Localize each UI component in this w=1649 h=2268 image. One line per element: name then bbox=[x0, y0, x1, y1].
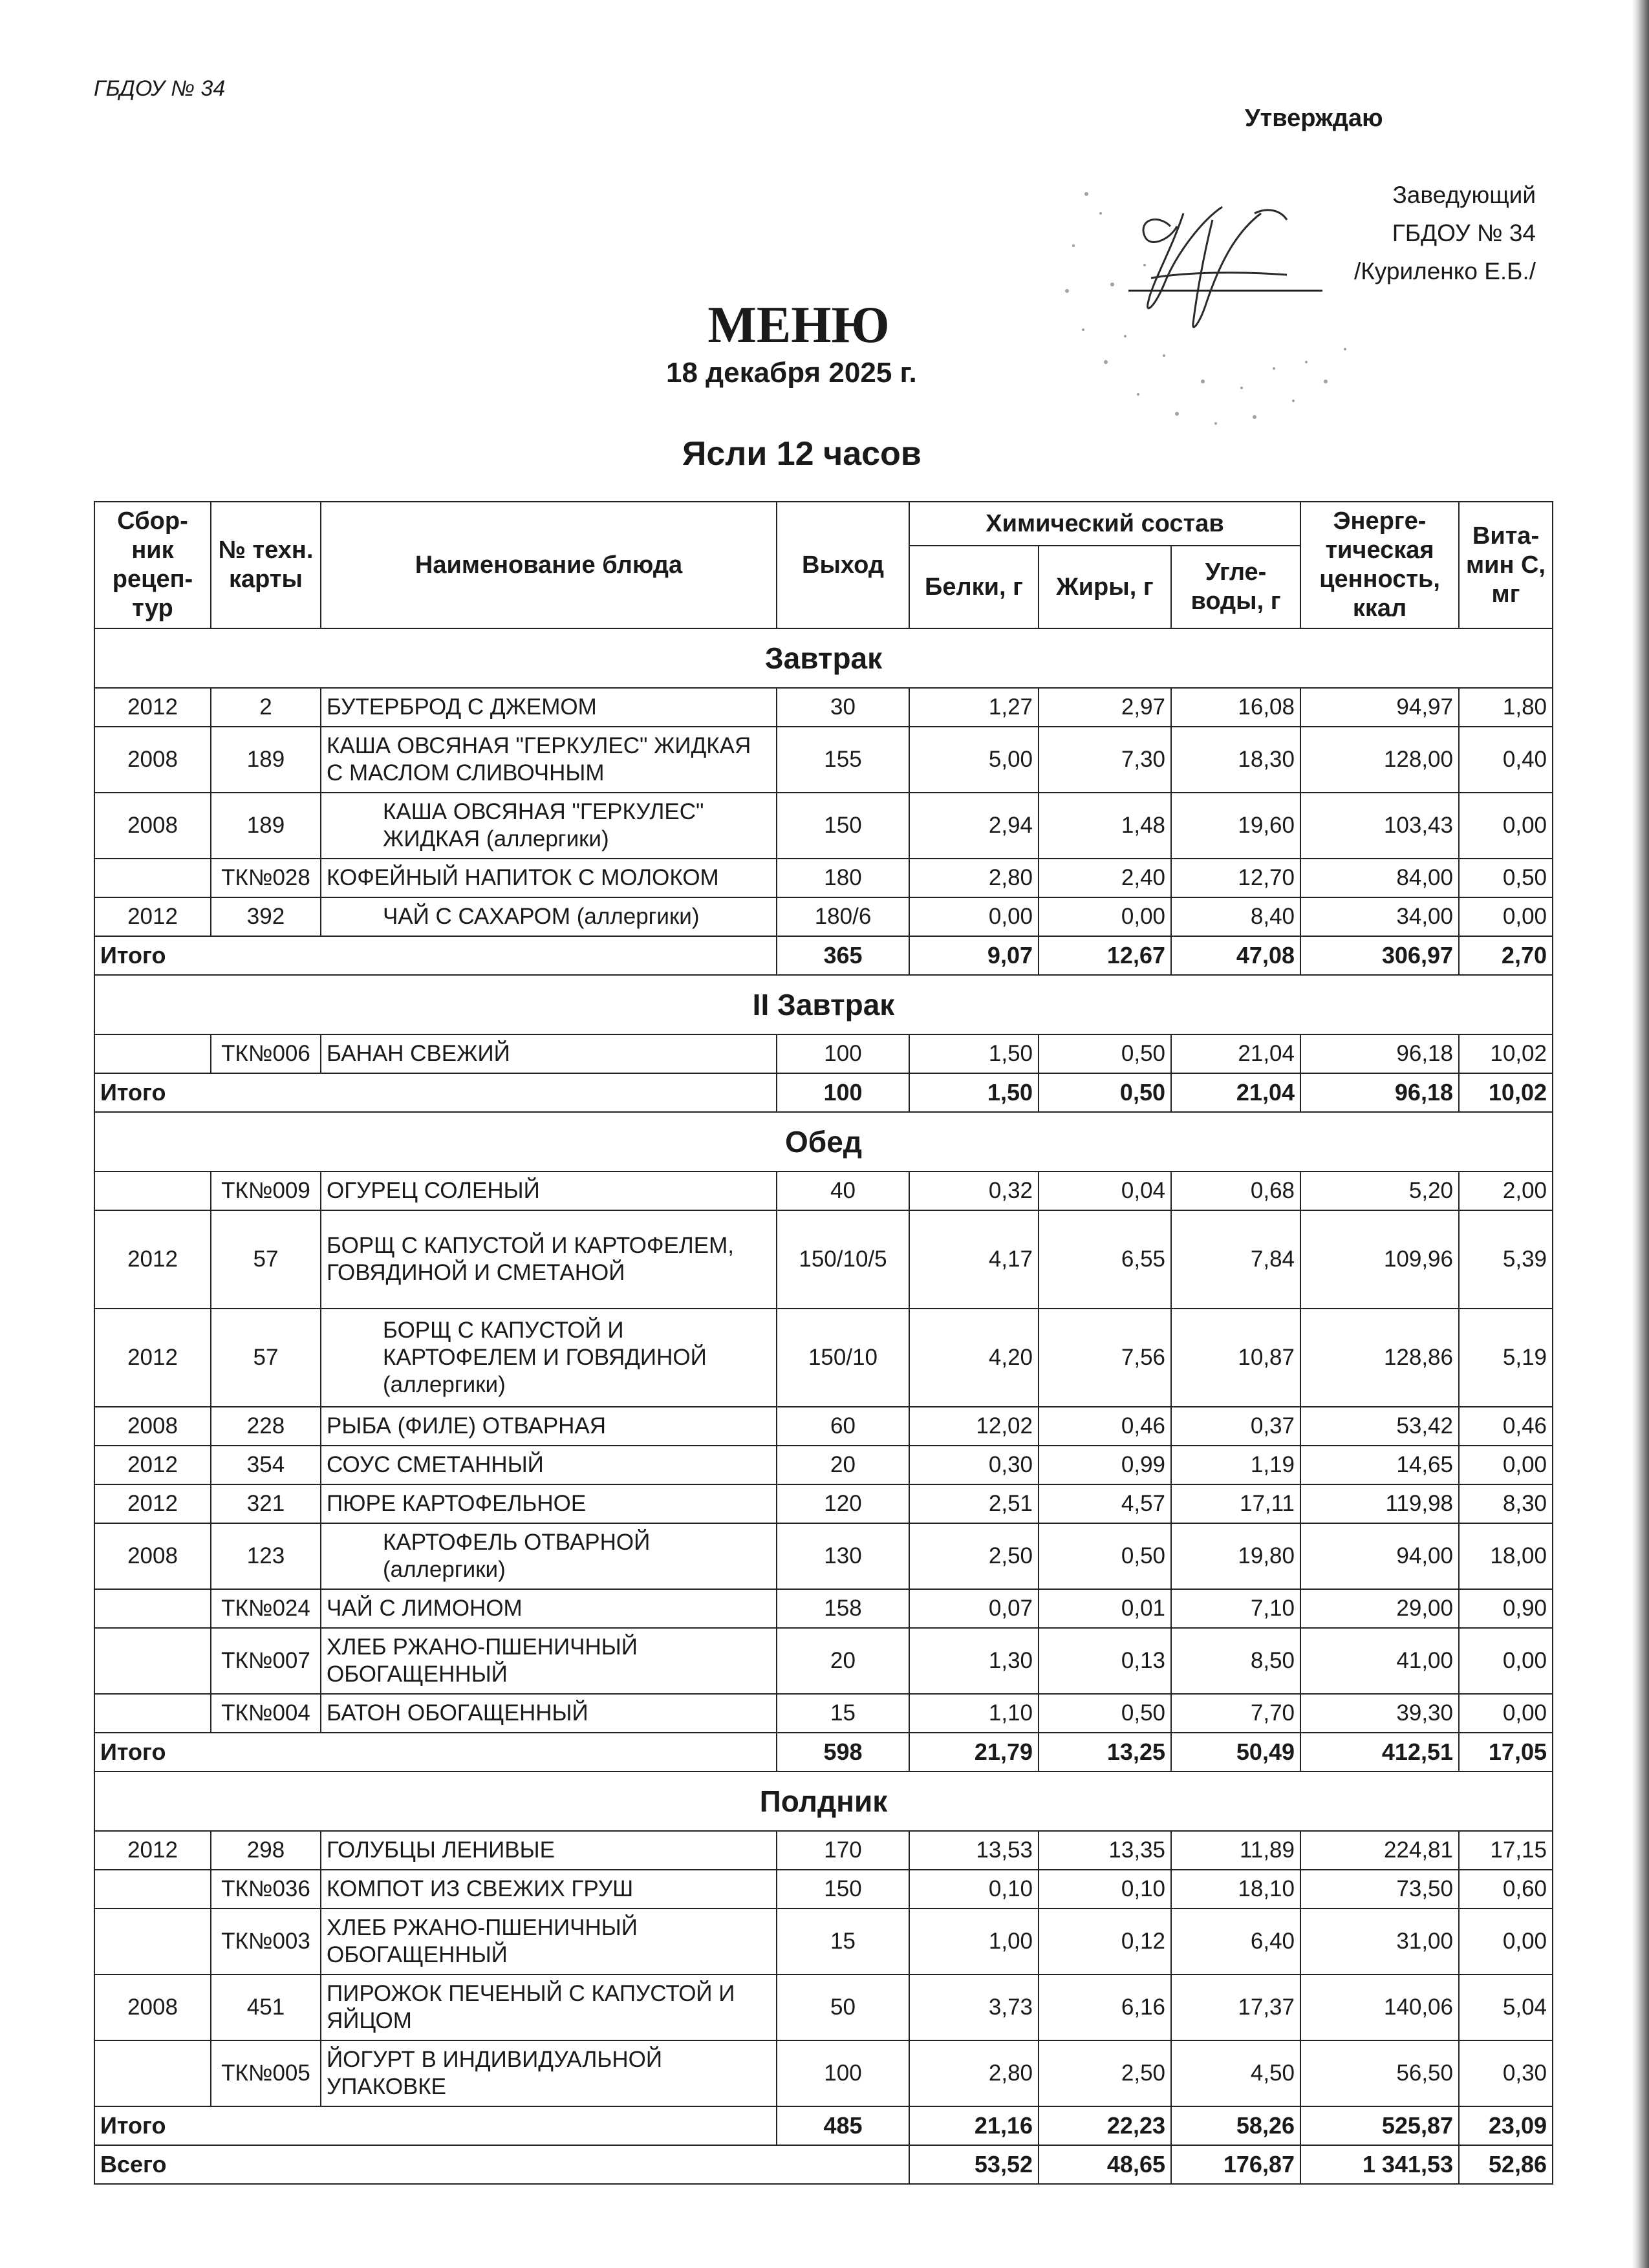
collection-cell: 2012 bbox=[94, 1446, 211, 1484]
collection-cell bbox=[94, 1034, 211, 1073]
header-protein: Белки, г bbox=[909, 546, 1039, 628]
fat-cell: 2,97 bbox=[1039, 688, 1171, 727]
collection-cell bbox=[94, 2040, 211, 2106]
total-energy: 306,97 bbox=[1300, 936, 1459, 975]
card-cell: 123 bbox=[211, 1523, 321, 1589]
card-cell: 189 bbox=[211, 727, 321, 793]
protein-cell: 2,50 bbox=[909, 1523, 1039, 1589]
section-title: Завтрак bbox=[94, 628, 1553, 688]
energy-cell: 103,43 bbox=[1300, 793, 1459, 859]
dish-name-cell: БУТЕРБРОД С ДЖЕМОМ bbox=[321, 688, 777, 727]
vitamin-c-cell: 17,15 bbox=[1459, 1831, 1553, 1870]
collection-cell bbox=[94, 859, 211, 897]
table-row bbox=[94, 2040, 1553, 2106]
energy-cell: 34,00 bbox=[1300, 897, 1459, 936]
energy-cell: 31,00 bbox=[1300, 1909, 1459, 1974]
table-row bbox=[94, 1034, 1553, 1073]
yield-cell: 20 bbox=[777, 1446, 909, 1484]
fat-cell: 0,01 bbox=[1039, 1589, 1171, 1628]
total-protein: 21,16 bbox=[909, 2106, 1039, 2145]
total-label: Итого bbox=[94, 936, 777, 975]
collection-cell: 2012 bbox=[94, 897, 211, 936]
header-vitc: Вита-мин С, мг bbox=[1459, 502, 1553, 628]
card-cell: 298 bbox=[211, 1831, 321, 1870]
card-cell: 392 bbox=[211, 897, 321, 936]
protein-cell: 0,30 bbox=[909, 1446, 1039, 1484]
fat-cell: 1,48 bbox=[1039, 793, 1171, 859]
grand-total-row bbox=[94, 2145, 1553, 2184]
dish-name-cell: ЙОГУРТ В ИНДИВИДУАЛЬНОЙ УПАКОВКЕ bbox=[321, 2040, 777, 2106]
dish-name-cell: ЧАЙ С САХАРОМ (аллергики) bbox=[321, 897, 777, 936]
fat-cell: 13,35 bbox=[1039, 1831, 1171, 1870]
energy-cell: 96,18 bbox=[1300, 1034, 1459, 1073]
card-cell: 57 bbox=[211, 1309, 321, 1407]
header-card: № техн. карты bbox=[211, 502, 321, 628]
yield-cell: 15 bbox=[777, 1909, 909, 1974]
card-cell: ТК№024 bbox=[211, 1589, 321, 1628]
section-title: II Завтрак bbox=[94, 975, 1553, 1034]
card-cell: ТК№009 bbox=[211, 1171, 321, 1210]
total-fat: 13,25 bbox=[1039, 1733, 1171, 1771]
energy-cell: 41,00 bbox=[1300, 1628, 1459, 1694]
dish-name-cell: КОМПОТ ИЗ СВЕЖИХ ГРУШ bbox=[321, 1870, 777, 1909]
yield-cell: 50 bbox=[777, 1974, 909, 2040]
dish-name-cell: КОФЕЙНЫЙ НАПИТОК С МОЛОКОМ bbox=[321, 859, 777, 897]
card-cell: 2 bbox=[211, 688, 321, 727]
vitamin-c-cell: 0,60 bbox=[1459, 1870, 1553, 1909]
collection-cell bbox=[94, 1171, 211, 1210]
carbs-cell: 4,50 bbox=[1171, 2040, 1300, 2106]
menu-date: 18 декабря 2025 г. bbox=[666, 357, 917, 389]
total-carbs: 21,04 bbox=[1171, 1073, 1300, 1112]
carbs-cell: 7,84 bbox=[1171, 1210, 1300, 1309]
total-label: Итого bbox=[94, 1073, 777, 1112]
table-row bbox=[94, 1870, 1553, 1909]
yield-cell: 15 bbox=[777, 1694, 909, 1733]
vitamin-c-cell: 5,04 bbox=[1459, 1974, 1553, 2040]
vitamin-c-cell: 1,80 bbox=[1459, 688, 1553, 727]
total-vitamin-c: 17,05 bbox=[1459, 1733, 1553, 1771]
yield-cell: 120 bbox=[777, 1484, 909, 1523]
header-carbs: Угле-воды, г bbox=[1171, 546, 1300, 628]
dish-name-cell: ПЮРЕ КАРТОФЕЛЬНОЕ bbox=[321, 1484, 777, 1523]
protein-cell: 0,00 bbox=[909, 897, 1039, 936]
fat-cell: 7,30 bbox=[1039, 727, 1171, 793]
fat-cell: 0,12 bbox=[1039, 1909, 1171, 1974]
section-title: Полдник bbox=[94, 1771, 1553, 1831]
fat-cell: 2,40 bbox=[1039, 859, 1171, 897]
protein-cell: 4,17 bbox=[909, 1210, 1039, 1309]
total-yield: 485 bbox=[777, 2106, 909, 2145]
energy-cell: 140,06 bbox=[1300, 1974, 1459, 2040]
grand-total-fat: 48,65 bbox=[1039, 2145, 1171, 2184]
table-row bbox=[94, 1974, 1553, 2040]
fat-cell: 4,57 bbox=[1039, 1484, 1171, 1523]
total-vitamin-c: 23,09 bbox=[1459, 2106, 1553, 2145]
vitamin-c-cell: 0,00 bbox=[1459, 793, 1553, 859]
protein-cell: 2,80 bbox=[909, 2040, 1039, 2106]
protein-cell: 1,10 bbox=[909, 1694, 1039, 1733]
dish-name-cell: БАТОН ОБОГАЩЕННЫЙ bbox=[321, 1694, 777, 1733]
grand-total-vitamin-c: 52,86 bbox=[1459, 2145, 1553, 2184]
table-row bbox=[94, 727, 1553, 793]
header-fat: Жиры, г bbox=[1039, 546, 1171, 628]
yield-cell: 155 bbox=[777, 727, 909, 793]
menu-table bbox=[94, 501, 1553, 2185]
energy-cell: 5,20 bbox=[1300, 1171, 1459, 1210]
dish-name-cell: КАРТОФЕЛЬ ОТВАРНОЙ (аллергики) bbox=[321, 1523, 777, 1589]
yield-cell: 150/10 bbox=[777, 1309, 909, 1407]
yield-cell: 150 bbox=[777, 793, 909, 859]
yield-cell: 150/10/5 bbox=[777, 1210, 909, 1309]
card-cell: ТК№028 bbox=[211, 859, 321, 897]
section-total-row bbox=[94, 936, 1553, 975]
yield-cell: 40 bbox=[777, 1171, 909, 1210]
carbs-cell: 21,04 bbox=[1171, 1034, 1300, 1073]
section-title: Обед bbox=[94, 1112, 1553, 1171]
approval-block bbox=[1332, 176, 1536, 290]
carbs-cell: 11,89 bbox=[1171, 1831, 1300, 1870]
energy-cell: 94,97 bbox=[1300, 688, 1459, 727]
card-cell: 321 bbox=[211, 1484, 321, 1523]
card-cell: 57 bbox=[211, 1210, 321, 1309]
collection-cell: 2012 bbox=[94, 1210, 211, 1309]
fat-cell: 7,56 bbox=[1039, 1309, 1171, 1407]
table-row bbox=[94, 897, 1553, 936]
fat-cell: 0,99 bbox=[1039, 1446, 1171, 1484]
carbs-cell: 0,37 bbox=[1171, 1407, 1300, 1446]
organization-label: ГБДОУ № 34 bbox=[94, 76, 226, 101]
grand-total-energy: 1 341,53 bbox=[1300, 2145, 1459, 2184]
energy-cell: 39,30 bbox=[1300, 1694, 1459, 1733]
protein-cell: 2,94 bbox=[909, 793, 1039, 859]
protein-cell: 0,07 bbox=[909, 1589, 1039, 1628]
fat-cell: 0,46 bbox=[1039, 1407, 1171, 1446]
section-header-row bbox=[94, 628, 1553, 688]
table-row bbox=[94, 1484, 1553, 1523]
fat-cell: 0,00 bbox=[1039, 897, 1171, 936]
header-collection: Сбор-ник рецеп-тур bbox=[94, 502, 211, 628]
vitamin-c-cell: 10,02 bbox=[1459, 1034, 1553, 1073]
total-carbs: 58,26 bbox=[1171, 2106, 1300, 2145]
total-fat: 12,67 bbox=[1039, 936, 1171, 975]
collection-cell bbox=[94, 1870, 211, 1909]
page-title: МЕНЮ bbox=[707, 297, 890, 354]
carbs-cell: 10,87 bbox=[1171, 1309, 1300, 1407]
vitamin-c-cell: 2,00 bbox=[1459, 1171, 1553, 1210]
collection-cell: 2012 bbox=[94, 1309, 211, 1407]
fat-cell: 0,13 bbox=[1039, 1628, 1171, 1694]
yield-cell: 20 bbox=[777, 1628, 909, 1694]
protein-cell: 0,32 bbox=[909, 1171, 1039, 1210]
energy-cell: 128,86 bbox=[1300, 1309, 1459, 1407]
collection-cell: 2008 bbox=[94, 1974, 211, 2040]
yield-cell: 100 bbox=[777, 2040, 909, 2106]
vitamin-c-cell: 0,30 bbox=[1459, 2040, 1553, 2106]
carbs-cell: 6,40 bbox=[1171, 1909, 1300, 1974]
fat-cell: 2,50 bbox=[1039, 2040, 1171, 2106]
collection-cell: 2008 bbox=[94, 1523, 211, 1589]
collection-cell: 2008 bbox=[94, 727, 211, 793]
protein-cell: 5,00 bbox=[909, 727, 1039, 793]
energy-cell: 109,96 bbox=[1300, 1210, 1459, 1309]
energy-cell: 14,65 bbox=[1300, 1446, 1459, 1484]
table-row bbox=[94, 688, 1553, 727]
carbs-cell: 7,10 bbox=[1171, 1589, 1300, 1628]
fat-cell: 0,50 bbox=[1039, 1034, 1171, 1073]
fat-cell: 0,10 bbox=[1039, 1870, 1171, 1909]
vitamin-c-cell: 0,00 bbox=[1459, 1446, 1553, 1484]
protein-cell: 1,50 bbox=[909, 1034, 1039, 1073]
energy-cell: 84,00 bbox=[1300, 859, 1459, 897]
yield-cell: 30 bbox=[777, 688, 909, 727]
carbs-cell: 17,11 bbox=[1171, 1484, 1300, 1523]
section-header-row bbox=[94, 975, 1553, 1034]
carbs-cell: 0,68 bbox=[1171, 1171, 1300, 1210]
card-cell: ТК№005 bbox=[211, 2040, 321, 2106]
vitamin-c-cell: 0,00 bbox=[1459, 897, 1553, 936]
header-yield: Выход bbox=[777, 502, 909, 628]
yield-cell: 158 bbox=[777, 1589, 909, 1628]
total-label: Итого bbox=[94, 2106, 777, 2145]
dish-name-cell: РЫБА (ФИЛЕ) ОТВАРНАЯ bbox=[321, 1407, 777, 1446]
carbs-cell: 8,40 bbox=[1171, 897, 1300, 936]
section-total-row bbox=[94, 2106, 1553, 2145]
total-carbs: 47,08 bbox=[1171, 936, 1300, 975]
energy-cell: 53,42 bbox=[1300, 1407, 1459, 1446]
yield-cell: 150 bbox=[777, 1870, 909, 1909]
yield-cell: 180 bbox=[777, 859, 909, 897]
dish-name-cell: СОУС СМЕТАННЫЙ bbox=[321, 1446, 777, 1484]
table-row bbox=[94, 1446, 1553, 1484]
vitamin-c-cell: 0,00 bbox=[1459, 1909, 1553, 1974]
grand-total-protein: 53,52 bbox=[909, 2145, 1039, 2184]
dish-name-cell: БАНАН СВЕЖИЙ bbox=[321, 1034, 777, 1073]
protein-cell: 2,80 bbox=[909, 859, 1039, 897]
signature-line bbox=[1128, 290, 1322, 292]
table-row bbox=[94, 1171, 1553, 1210]
collection-cell: 2008 bbox=[94, 1407, 211, 1446]
carbs-cell: 7,70 bbox=[1171, 1694, 1300, 1733]
approve-label: Утверждаю bbox=[1245, 105, 1383, 132]
carbs-cell: 1,19 bbox=[1171, 1446, 1300, 1484]
yield-cell: 130 bbox=[777, 1523, 909, 1589]
total-vitamin-c: 10,02 bbox=[1459, 1073, 1553, 1112]
vitamin-c-cell: 5,39 bbox=[1459, 1210, 1553, 1309]
yield-cell: 60 bbox=[777, 1407, 909, 1446]
vitamin-c-cell: 0,00 bbox=[1459, 1628, 1553, 1694]
carbs-cell: 8,50 bbox=[1171, 1628, 1300, 1694]
protein-cell: 1,30 bbox=[909, 1628, 1039, 1694]
vitamin-c-cell: 0,00 bbox=[1459, 1694, 1553, 1733]
table-row bbox=[94, 1210, 1553, 1309]
vitamin-c-cell: 0,90 bbox=[1459, 1589, 1553, 1628]
card-cell: ТК№003 bbox=[211, 1909, 321, 1974]
header-energy: Энерге-тическая ценность, ккал bbox=[1300, 502, 1459, 628]
total-carbs: 50,49 bbox=[1171, 1733, 1300, 1771]
table-row bbox=[94, 1523, 1553, 1589]
yield-cell: 170 bbox=[777, 1831, 909, 1870]
card-cell: ТК№036 bbox=[211, 1870, 321, 1909]
card-cell: 189 bbox=[211, 793, 321, 859]
dish-name-cell: БОРЩ С КАПУСТОЙ И КАРТОФЕЛЕМ, ГОВЯДИНОЙ И СМЕТАНОЙ bbox=[321, 1210, 777, 1309]
table-row bbox=[94, 1407, 1553, 1446]
total-protein: 9,07 bbox=[909, 936, 1039, 975]
energy-cell: 56,50 bbox=[1300, 2040, 1459, 2106]
total-vitamin-c: 2,70 bbox=[1459, 936, 1553, 975]
protein-cell: 13,53 bbox=[909, 1831, 1039, 1870]
card-cell: ТК№006 bbox=[211, 1034, 321, 1073]
vitamin-c-cell: 18,00 bbox=[1459, 1523, 1553, 1589]
table-row bbox=[94, 1831, 1553, 1870]
vitamin-c-cell: 0,40 bbox=[1459, 727, 1553, 793]
protein-cell: 0,10 bbox=[909, 1870, 1039, 1909]
approver-name: /Куриленко Е.Б./ bbox=[1353, 258, 1536, 284]
dish-name-cell: ГОЛУБЦЫ ЛЕНИВЫЕ bbox=[321, 1831, 777, 1870]
menu-body bbox=[94, 628, 1553, 2184]
energy-cell: 119,98 bbox=[1300, 1484, 1459, 1523]
protein-cell: 2,51 bbox=[909, 1484, 1039, 1523]
section-header-row bbox=[94, 1771, 1553, 1831]
total-yield: 598 bbox=[777, 1733, 909, 1771]
energy-cell: 29,00 bbox=[1300, 1589, 1459, 1628]
carbs-cell: 18,30 bbox=[1171, 727, 1300, 793]
table-row bbox=[94, 1909, 1553, 1974]
section-total-row bbox=[94, 1073, 1553, 1112]
dish-name-cell: КАША ОВСЯНАЯ "ГЕРКУЛЕС" ЖИДКАЯ С МАСЛОМ СЛИВОЧНЫМ bbox=[321, 727, 777, 793]
card-cell: 451 bbox=[211, 1974, 321, 2040]
total-label: Итого bbox=[94, 1733, 777, 1771]
fat-cell: 0,50 bbox=[1039, 1523, 1171, 1589]
dish-name-cell: КАША ОВСЯНАЯ "ГЕРКУЛЕС" ЖИДКАЯ (аллергики) bbox=[321, 793, 777, 859]
carbs-cell: 16,08 bbox=[1171, 688, 1300, 727]
protein-cell: 3,73 bbox=[909, 1974, 1039, 2040]
total-protein: 21,79 bbox=[909, 1733, 1039, 1771]
group-name: Ясли 12 часов bbox=[682, 435, 921, 473]
energy-cell: 94,00 bbox=[1300, 1523, 1459, 1589]
protein-cell: 1,27 bbox=[909, 688, 1039, 727]
approver-institution: ГБДОУ № 34 bbox=[1392, 220, 1536, 246]
total-yield: 365 bbox=[777, 936, 909, 975]
collection-cell bbox=[94, 1694, 211, 1733]
table-row bbox=[94, 1309, 1553, 1407]
yield-cell: 100 bbox=[777, 1034, 909, 1073]
collection-cell bbox=[94, 1628, 211, 1694]
fat-cell: 0,04 bbox=[1039, 1171, 1171, 1210]
collection-cell: 2012 bbox=[94, 1831, 211, 1870]
dish-name-cell: БОРЩ С КАПУСТОЙ И КАРТОФЕЛЕМ И ГОВЯДИНОЙ (аллергики) bbox=[321, 1309, 777, 1407]
collection-cell: 2012 bbox=[94, 688, 211, 727]
table-row bbox=[94, 793, 1553, 859]
section-total-row bbox=[94, 1733, 1553, 1771]
grand-total-label: Всего bbox=[94, 2145, 909, 2184]
yield-cell: 180/6 bbox=[777, 897, 909, 936]
protein-cell: 12,02 bbox=[909, 1407, 1039, 1446]
fat-cell: 6,55 bbox=[1039, 1210, 1171, 1309]
table-row bbox=[94, 859, 1553, 897]
total-protein: 1,50 bbox=[909, 1073, 1039, 1112]
header-chem: Химический состав bbox=[909, 502, 1300, 546]
fat-cell: 6,16 bbox=[1039, 1974, 1171, 2040]
dish-name-cell: ЧАЙ С ЛИМОНОМ bbox=[321, 1589, 777, 1628]
total-energy: 96,18 bbox=[1300, 1073, 1459, 1112]
grand-total-carbs: 176,87 bbox=[1171, 2145, 1300, 2184]
total-energy: 525,87 bbox=[1300, 2106, 1459, 2145]
carbs-cell: 19,60 bbox=[1171, 793, 1300, 859]
collection-cell bbox=[94, 1909, 211, 1974]
vitamin-c-cell: 5,19 bbox=[1459, 1309, 1553, 1407]
fat-cell: 0,50 bbox=[1039, 1694, 1171, 1733]
protein-cell: 4,20 bbox=[909, 1309, 1039, 1407]
protein-cell: 1,00 bbox=[909, 1909, 1039, 1974]
energy-cell: 128,00 bbox=[1300, 727, 1459, 793]
dish-name-cell: ХЛЕБ РЖАНО-ПШЕНИЧНЫЙ ОБОГАЩЕННЫЙ bbox=[321, 1909, 777, 1974]
vitamin-c-cell: 8,30 bbox=[1459, 1484, 1553, 1523]
collection-cell bbox=[94, 1589, 211, 1628]
carbs-cell: 12,70 bbox=[1171, 859, 1300, 897]
carbs-cell: 18,10 bbox=[1171, 1870, 1300, 1909]
card-cell: ТК№004 bbox=[211, 1694, 321, 1733]
table-row bbox=[94, 1589, 1553, 1628]
energy-cell: 224,81 bbox=[1300, 1831, 1459, 1870]
approver-position: Заведующий bbox=[1392, 182, 1536, 208]
dish-name-cell: ОГУРЕЦ СОЛЕНЫЙ bbox=[321, 1171, 777, 1210]
header-dish: Наименование блюда bbox=[321, 502, 777, 628]
energy-cell: 73,50 bbox=[1300, 1870, 1459, 1909]
vitamin-c-cell: 0,50 bbox=[1459, 859, 1553, 897]
collection-cell: 2012 bbox=[94, 1484, 211, 1523]
dish-name-cell: ХЛЕБ РЖАНО-ПШЕНИЧНЫЙ ОБОГАЩЕННЫЙ bbox=[321, 1628, 777, 1694]
table-row bbox=[94, 1694, 1553, 1733]
total-yield: 100 bbox=[777, 1073, 909, 1112]
carbs-cell: 17,37 bbox=[1171, 1974, 1300, 2040]
table-row bbox=[94, 1628, 1553, 1694]
total-fat: 22,23 bbox=[1039, 2106, 1171, 2145]
collection-cell: 2008 bbox=[94, 793, 211, 859]
carbs-cell: 19,80 bbox=[1171, 1523, 1300, 1589]
dish-name-cell: ПИРОЖОК ПЕЧЕНЫЙ С КАПУСТОЙ И ЯЙЦОМ bbox=[321, 1974, 777, 2040]
total-fat: 0,50 bbox=[1039, 1073, 1171, 1112]
total-energy: 412,51 bbox=[1300, 1733, 1459, 1771]
card-cell: 354 bbox=[211, 1446, 321, 1484]
card-cell: 228 bbox=[211, 1407, 321, 1446]
vitamin-c-cell: 0,46 bbox=[1459, 1407, 1553, 1446]
card-cell: ТК№007 bbox=[211, 1628, 321, 1694]
section-header-row bbox=[94, 1112, 1553, 1171]
